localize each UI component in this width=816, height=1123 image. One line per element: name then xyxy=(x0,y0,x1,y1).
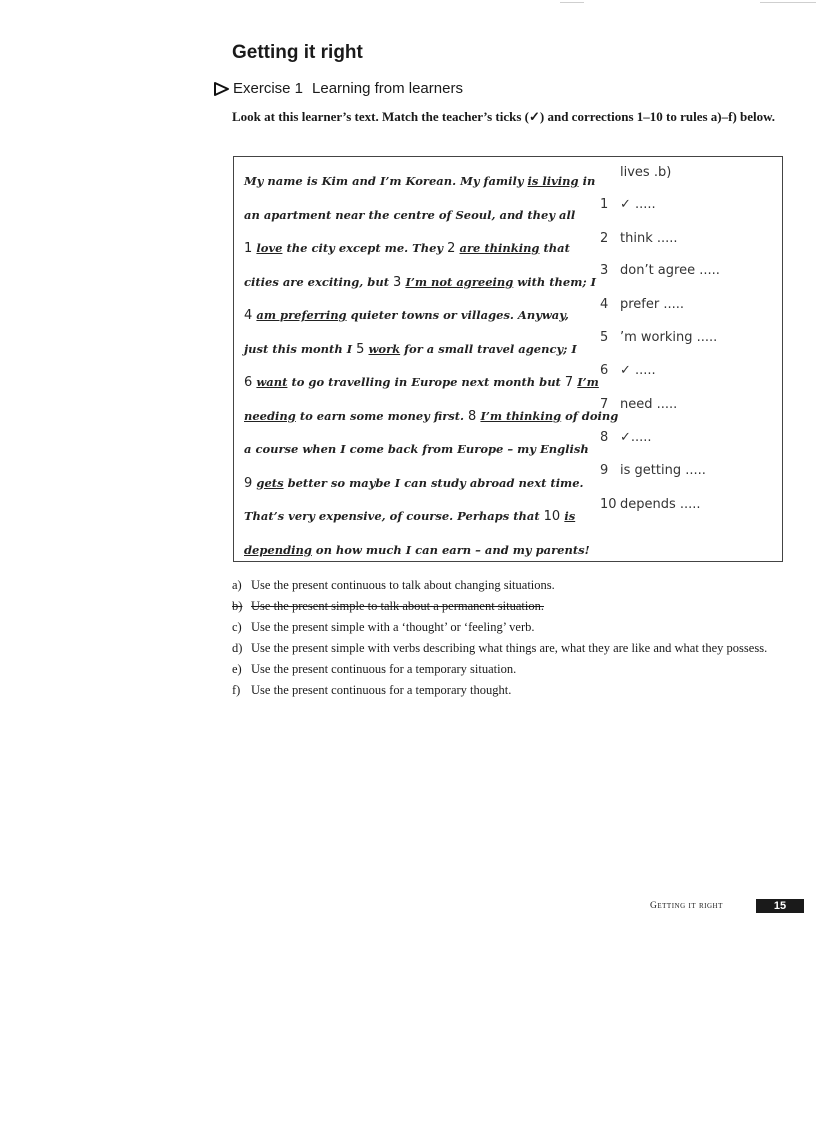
top-rule xyxy=(560,2,584,3)
correction-text: think ..... xyxy=(620,231,678,246)
correction-item xyxy=(600,397,677,412)
correction-item xyxy=(600,430,652,445)
learner-text-segment: better so maybe I can study abroad next time. xyxy=(283,475,584,490)
correction-number: 8 xyxy=(468,408,481,424)
learner-text-line xyxy=(244,165,596,199)
rule-item xyxy=(232,661,772,677)
underlined-error: am preferring xyxy=(256,308,347,322)
learner-text-line xyxy=(244,467,589,501)
correction-number: 8 xyxy=(600,430,609,445)
learner-text-segment: the city except me. They xyxy=(282,241,448,255)
rule-letter: f) xyxy=(232,683,241,697)
correction-number: 5 xyxy=(356,341,369,357)
section-title: Getting it right xyxy=(232,42,363,63)
learner-text-segment: to earn some money first. xyxy=(295,408,469,423)
learner-text-segment: with them; I xyxy=(513,274,597,289)
underlined-error: want xyxy=(256,375,288,389)
learner-text-line xyxy=(244,400,619,434)
rule-text: Use the present continuous to talk about changing situations. xyxy=(251,578,555,592)
learner-text-box xyxy=(233,156,783,562)
rule-text: Use the present continuous for a temporary situation. xyxy=(251,662,517,676)
exercise-heading xyxy=(214,80,463,97)
correction-item xyxy=(600,263,720,278)
rule-letter: d) xyxy=(232,641,243,655)
learner-text-segment: in xyxy=(578,174,596,188)
rule-text: Use the present simple with verbs describing what things are, what they are like and what they possess. xyxy=(251,641,768,655)
correction-number: 4 xyxy=(600,297,609,312)
correction-number: 2 xyxy=(447,241,460,256)
underlined-error: I’m xyxy=(577,375,599,389)
correction-number: 4 xyxy=(244,308,257,323)
learner-text-segment: of doing xyxy=(561,408,619,423)
correction-number: 1 xyxy=(600,197,609,212)
correction-number: 6 xyxy=(600,363,609,378)
exercise-label: Exercise 1 xyxy=(233,80,304,97)
underlined-error: depending xyxy=(244,542,312,557)
correction-text: ✓..... xyxy=(620,430,652,445)
learner-text-line xyxy=(244,500,589,534)
learner-text-line xyxy=(244,534,589,568)
correction-number: 7 xyxy=(600,397,609,412)
rule-item xyxy=(232,682,772,698)
underlined-error: love xyxy=(256,241,283,255)
learner-text-line xyxy=(244,199,589,233)
correction-text: depends ..... xyxy=(620,497,701,512)
rule-letter: b) xyxy=(232,599,243,613)
underlined-error: is living xyxy=(527,174,579,188)
play-arrow-icon xyxy=(214,82,230,96)
learner-text-line xyxy=(244,232,589,266)
learner-text xyxy=(244,165,619,567)
correction-text: need ..... xyxy=(620,397,678,412)
learner-text-line xyxy=(244,366,599,400)
correction-number: 1 xyxy=(244,241,257,256)
underlined-error: needing xyxy=(244,408,296,423)
learner-text-segment: to go travelling in Europe next month but xyxy=(287,375,565,389)
underlined-error: is xyxy=(564,509,576,523)
learner-text-segment: My name is Kim and I’m Korean. My family xyxy=(244,174,528,188)
learner-text-segment: an apartment near the centre of Seoul, and they all xyxy=(244,207,576,222)
footer-label: Getting it right xyxy=(650,901,723,911)
instructions: Look at this learner’s text. Match the teacher’s ticks (✓) and corrections 1–10 to rules a)–f) below. xyxy=(232,109,776,124)
rule-item xyxy=(232,598,772,614)
correction-item xyxy=(600,231,678,246)
rule-item xyxy=(232,577,772,593)
underlined-error: I’m not agreeing xyxy=(405,274,514,289)
learner-text-segment: just this month I xyxy=(244,341,357,356)
rules-list xyxy=(232,577,772,703)
correction-text: prefer ..... xyxy=(620,297,685,312)
rule-text: Use the present simple with a ‘thought’ or ‘feeling’ verb. xyxy=(251,620,535,634)
correction-item xyxy=(600,497,701,512)
correction-item xyxy=(600,463,706,478)
exercise-title: Learning from learners xyxy=(312,80,463,97)
correction-text: is getting ..... xyxy=(620,463,706,478)
learner-text-segment: for a small travel agency; I xyxy=(400,341,577,356)
learner-text-segment: quieter towns or villages. Anyway, xyxy=(346,308,569,322)
correction-number: 6 xyxy=(244,375,257,390)
learner-text-segment: That’s very expensive, of course. Perhaps that xyxy=(244,509,544,523)
correction-number: 5 xyxy=(600,330,609,345)
underlined-error: gets xyxy=(256,475,284,490)
rule-letter: c) xyxy=(232,620,242,634)
correction-item xyxy=(600,165,671,180)
learner-text-line xyxy=(244,299,589,333)
learner-text-line xyxy=(244,333,589,367)
learner-text-segment: on how much I can earn – and my parents! xyxy=(311,542,590,557)
correction-number: 3 xyxy=(600,263,609,278)
rule-item xyxy=(232,619,772,635)
correction-text: ✓ ..... xyxy=(620,197,656,212)
correction-number: 3 xyxy=(393,274,406,290)
rule-text: Use the present continuous for a temporary thought. xyxy=(251,683,512,697)
correction-number: 9 xyxy=(600,463,609,478)
correction-number: 2 xyxy=(600,231,609,246)
correction-number: 9 xyxy=(244,475,257,491)
correction-text: lives .b) xyxy=(620,165,672,180)
rule-text: Use the present simple to talk about a permanent situation. xyxy=(251,599,544,613)
learner-text-segment: that xyxy=(539,241,570,255)
learner-text-segment: a course when I come back from Europe – my English xyxy=(244,442,589,456)
learner-text-line xyxy=(244,266,597,300)
correction-text: ’m working ..... xyxy=(620,330,718,345)
correction-item xyxy=(600,363,656,378)
rule-letter: a) xyxy=(232,578,242,592)
correction-number: 10 xyxy=(543,509,565,524)
underlined-error: I’m thinking xyxy=(480,408,562,423)
learner-text-line xyxy=(244,433,589,467)
top-rule xyxy=(760,2,816,3)
underlined-error: work xyxy=(368,341,401,356)
correction-number: 10 xyxy=(600,497,617,512)
rule-item xyxy=(232,640,772,656)
learner-text-segment: cities are exciting, but xyxy=(244,274,394,289)
underlined-error: are thinking xyxy=(459,241,540,255)
correction-item xyxy=(600,297,684,312)
correction-text: ✓ ..... xyxy=(620,363,656,378)
correction-text: don’t agree ..... xyxy=(620,263,720,278)
correction-item xyxy=(600,330,717,345)
correction-number: 7 xyxy=(564,375,578,390)
rule-letter: e) xyxy=(232,662,242,676)
page-number: 15 xyxy=(756,899,804,913)
correction-item xyxy=(600,197,656,212)
